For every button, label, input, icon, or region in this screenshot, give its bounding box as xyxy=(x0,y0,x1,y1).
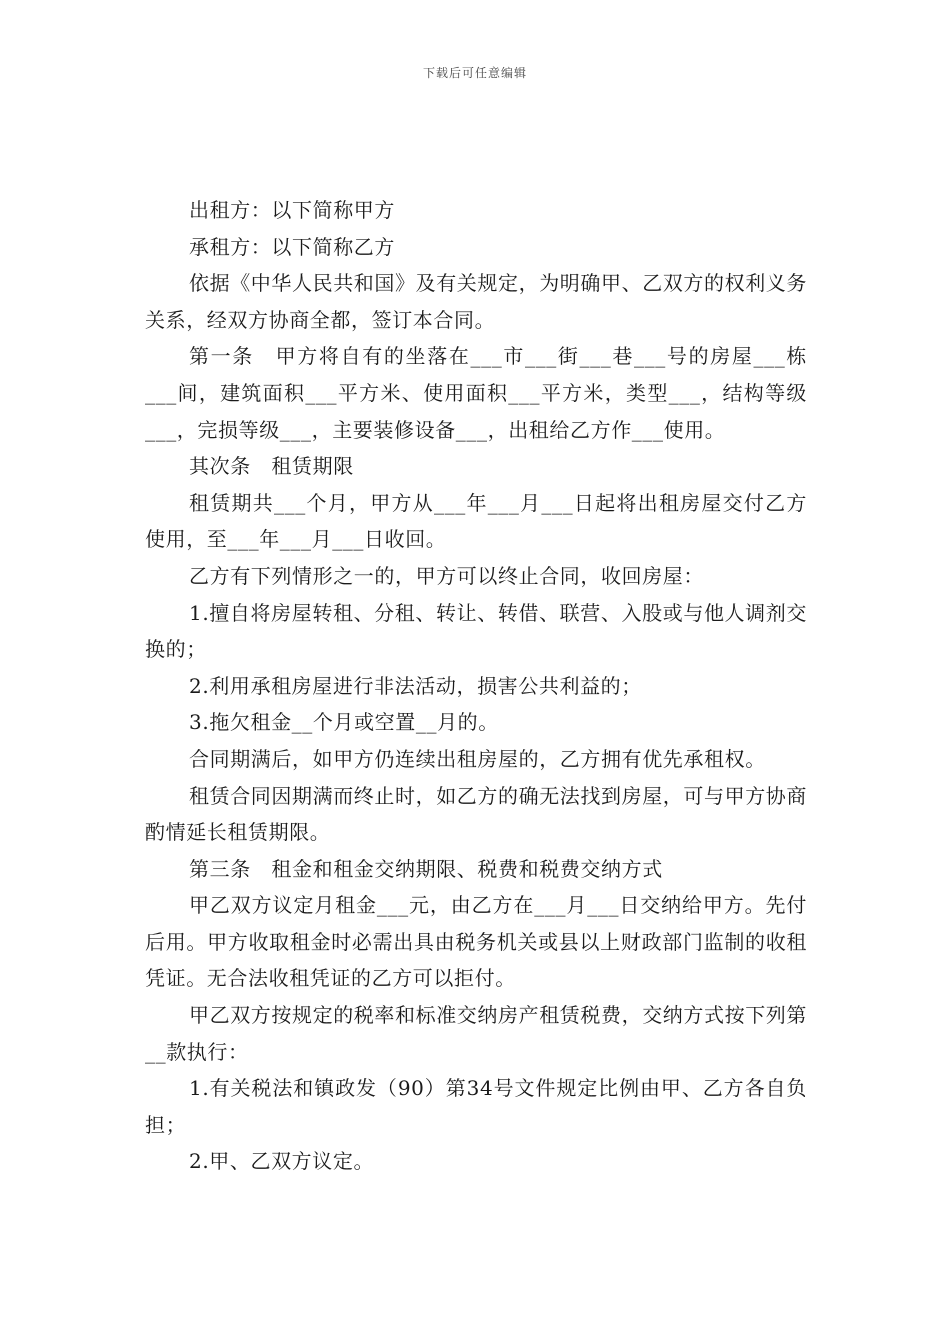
priority-paragraph: 合同期满后，如甲方仍连续出租房屋的，乙方拥有优先承租权。 xyxy=(189,746,766,771)
article-1-paragraph: 第一条 甲方将自有的坐落在___市___街___巷___号的房屋___栋___间，建筑面积___平方米、使用面积___平方米，类型___，结构等级___，完损等级___，主要装修设备___，出租给乙方作___使用。 xyxy=(145,344,807,442)
tax-intro-paragraph: 甲乙双方按规定的税率和标准交纳房产租赁税费，交纳方式按下列第__款执行： xyxy=(145,1003,807,1064)
termination-intro-paragraph: 乙方有下列情形之一的，甲方可以终止合同，收回房屋： xyxy=(189,563,704,588)
page-header-note: 下载后可任意编辑 xyxy=(422,66,527,80)
tax-item-1: 1.有关税法和镇政发（90）第34号文件规定比例由甲、乙方各自负担； xyxy=(145,1076,807,1137)
lessee-line: 承租方：以下简称乙方 xyxy=(189,234,395,259)
article-3-heading: 第三条 租金和租金交纳期限、税费和税费交纳方式 xyxy=(189,856,663,881)
extension-paragraph: 租赁合同因期满而终止时，如乙方的确无法找到房屋，可与甲方协商酌情延长租赁期限。 xyxy=(145,783,807,845)
termination-item-3: 3.拖欠租金__个月或空置__月的。 xyxy=(189,710,499,735)
contract-body xyxy=(145,192,807,1180)
termination-item-2: 2.利用承租房屋进行非法活动，损害公共利益的； xyxy=(189,673,642,698)
rent-paragraph: 甲乙双方议定月租金___元，由乙方在___月___日交纳给甲方。先付后用。甲方收取租金时必需出具由税务机关或县以上财政部门监制的收租凭证。无合法收租凭证的乙方可以拒付。 xyxy=(145,893,807,991)
preamble-paragraph: 依据《中华人民共和国》及有关规定，为明确甲、乙双方的权利义务关系，经双方协商全都，签订本合同。 xyxy=(145,271,807,332)
termination-item-1: 1.擅自将房屋转租、分租、转让、转借、联营、入股或与他人调剂交换的； xyxy=(145,600,807,662)
tax-item-2: 2.甲、乙双方议定。 xyxy=(189,1149,375,1174)
lessor-line: 出租方：以下简称甲方 xyxy=(189,198,395,222)
article-2-heading: 其次条 租赁期限 xyxy=(189,454,354,479)
lease-term-paragraph: 租赁期共___个月，甲方从___年___月___日起将出租房屋交付乙方使用，至___年___月___日收回。 xyxy=(145,490,807,552)
